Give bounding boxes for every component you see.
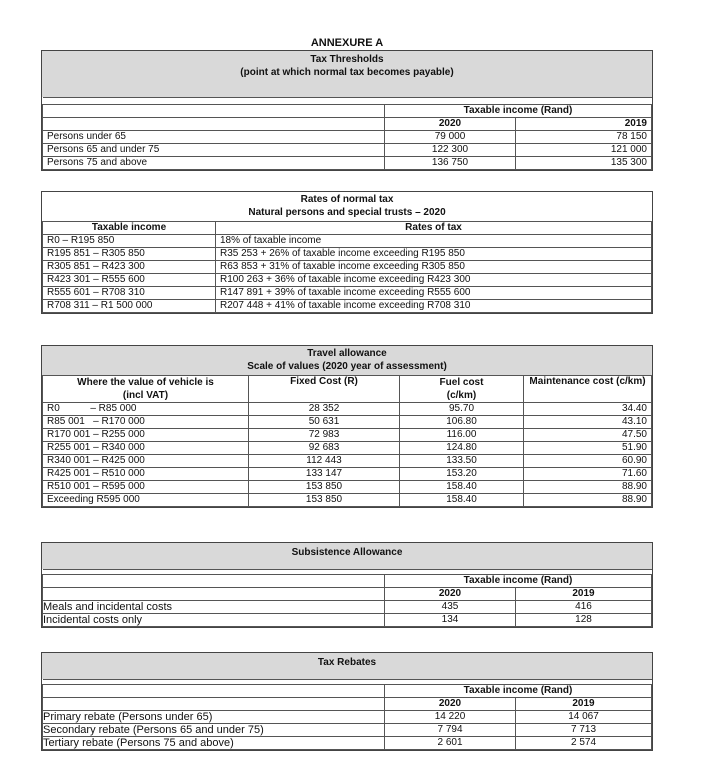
travel-subtitle: Scale of values (2020 year of assessment): [247, 361, 447, 372]
fuel-cost-col: Fuel cost: [439, 377, 484, 388]
vehicle-value-col: Where the value of vehicle is: [77, 377, 214, 388]
table-row: R170 001 – R255 000 72 983 116.00 47.50: [43, 429, 652, 442]
table-row: Primary rebate (Persons under 65) 14 220 14 067: [43, 711, 652, 724]
taxable-income-header: Taxable income (Rand): [385, 685, 652, 698]
year-2020-header: 2020: [385, 698, 516, 711]
table-row: R423 301 – R555 600 R100 263 + 36% of taxable income exceeding R423 300: [43, 274, 652, 287]
table-row: R195 851 – R305 850 R35 253 + 26% of taxable income exceeding R195 850: [43, 248, 652, 261]
table-row: R0 – R85 000 28 352 95.70 34.40: [43, 403, 652, 416]
table-row: R425 001 – R510 000 133 147 153.20 71.60: [43, 468, 652, 481]
annexure-title: ANNEXURE A: [310, 37, 384, 49]
tax-thresholds-section: [41, 50, 653, 171]
travel-header: [42, 346, 652, 375]
taxable-income-header: Taxable income (Rand): [385, 575, 652, 588]
travel-section: [41, 345, 653, 508]
rebates-section: [41, 652, 653, 751]
table-row: Incidental costs only 134 128: [43, 614, 652, 627]
tax-thresholds-title: Tax Thresholds: [310, 54, 384, 65]
subsistence-section: [41, 542, 653, 628]
table-row: Meals and incidental costs 435 416: [43, 601, 652, 614]
year-2019-header: 2019: [516, 588, 652, 601]
tax-thresholds-subtitle: (point at which normal tax becomes payable): [240, 67, 454, 78]
taxable-income-header: Taxable income (Rand): [385, 105, 652, 118]
table-row: R0 – R195 850 18% of taxable income: [43, 235, 652, 248]
rates-table: [42, 221, 652, 313]
rates-header: [42, 192, 652, 221]
table-row: R555 601 – R708 310 R147 891 + 39% of taxable income exceeding R555 600: [43, 287, 652, 300]
table-row: Secondary rebate (Persons 65 and under 75) 7 794 7 713: [43, 724, 652, 737]
rates-section: [41, 191, 653, 314]
subsistence-table: [42, 569, 652, 627]
rates-of-tax-col: Rates of tax: [216, 222, 652, 235]
table-row: Persons 75 and above 136 750 135 300: [43, 157, 652, 170]
year-2019-header: 2019: [516, 118, 652, 131]
table-row: Persons 65 and under 75 122 300 121 000: [43, 144, 652, 157]
rebates-title: Tax Rebates: [42, 653, 652, 679]
travel-title: Travel allowance: [307, 348, 387, 359]
year-2020-header: 2020: [385, 588, 516, 601]
year-2020-header: 2020: [385, 118, 516, 131]
table-row: R340 001 – R425 000 112 443 133.50 60.90: [43, 455, 652, 468]
table-row: Tertiary rebate (Persons 75 and above) 2 601 2 574: [43, 737, 652, 750]
table-row: R85 001 – R170 000 50 631 106.80 43.10: [43, 416, 652, 429]
table-row: R255 001 – R340 000 92 683 124.80 51.90: [43, 442, 652, 455]
year-2019-header: 2019: [516, 698, 652, 711]
rates-title: Rates of normal tax: [300, 194, 394, 205]
maintenance-cost-col: Maintenance cost (c/km): [524, 376, 652, 403]
table-row: R305 851 – R423 300 R63 853 + 31% of taxable income exceeding R305 850: [43, 261, 652, 274]
travel-table: Where the value of vehicle is (incl VAT) Fixed Cost (R) Fuel cost (c/km) Maintenance cost (c/km) R0 – R85 000 28 352 95.70 34.40 R85 001 – R170 000 50 631 106.80 43.10 R170 001 – R255 000 72 983 116.00 47.50 R255 001 – R340 000 92 683 124.80 51.90 R340 001 – R425 000 112 443 133.50 60.90 R425 001 – R510 000 133 147 153.20 71.60 R510 001 – R595 000 153 850 158.40 88.90 Exceeding R595 000 153 850 158.40 88.90: [42, 375, 652, 507]
table-row: R708 311 – R1 500 000 R207 448 + 41% of taxable income exceeding R708 310: [43, 300, 652, 313]
subsistence-title: Subsistence Allowance: [42, 543, 652, 569]
table-row: R510 001 – R595 000 153 850 158.40 88.90: [43, 481, 652, 494]
table-row: Exceeding R595 000 153 850 158.40 88.90: [43, 494, 652, 507]
table-row: Persons under 65 79 000 78 150: [43, 131, 652, 144]
fixed-cost-col: Fixed Cost (R): [249, 376, 400, 403]
tax-thresholds-table: [42, 97, 652, 170]
rebates-table: [42, 679, 652, 750]
taxable-income-col: Taxable income: [43, 222, 216, 235]
rates-subtitle: Natural persons and special trusts – 2020: [248, 207, 446, 218]
tax-thresholds-header: [42, 51, 652, 97]
